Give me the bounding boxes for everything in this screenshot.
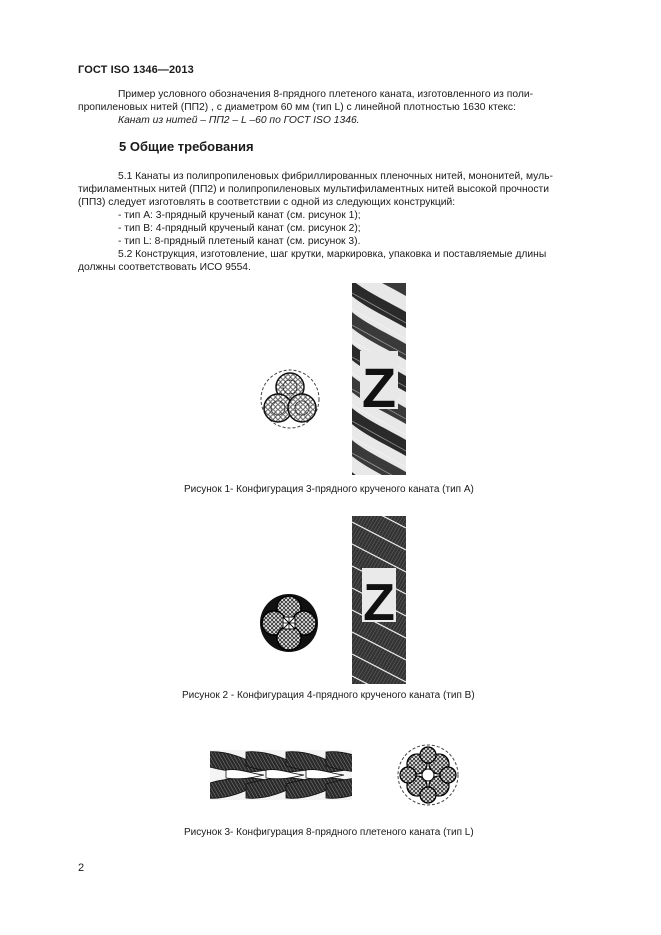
rope-cross-section-4-strand [258,592,320,654]
figure-3-caption: Рисунок 3- Конфигурация 8-прядного плетеного каната (тип L) [184,827,474,838]
example-line-2: пропиленовых нитей (ПП2) , с диаметром 60 мм (тип L) с линейной плотностью 1630 ктекс: [78,102,516,113]
lay-direction-label: Z [361,356,397,419]
rope-side-view-z-lay [344,516,414,684]
para-5-1-line-2: тифиламентных нитей (ПП2) и полипропиленовых мультифиламентных нитей высокой прочности [78,184,550,195]
lay-direction-label: Z [363,574,395,632]
rope-side-view-braided [206,744,356,808]
list-item-type-l: - тип L: 8-прядный плетеный канат (см. рисунок 3). [118,236,361,247]
para-5-2-line-2: должны соответствовать ИСО 9554. [78,262,251,273]
rope-cross-section-3-strand [258,367,322,431]
example-line-1: Пример условного обозначения 8-прядного плетеного каната, изготовленного из поли- [118,89,534,100]
rope-cross-section-8-strand [396,743,460,807]
designation-example: Канат из нитей – ПП2 – L –60 по ГОСТ ISO 1346. [118,115,360,126]
figure-2-caption: Рисунок 2 - Конфигурация 4-прядного крученого каната (тип В) [182,690,475,701]
document-code: ГОСТ ISO 1346—2013 [78,64,194,76]
para-5-1-line-3: (ПП3) следует изготовлять в соответствии с одной из следующих конструкций: [78,197,456,208]
figure-1-caption: Рисунок 1- Конфигурация 3-прядного крученого каната (тип А) [184,484,474,495]
page-number: 2 [78,862,85,874]
para-5-2-line-1: 5.2 Конструкция, изготовление, шаг крутки, маркировка, упаковка и поставляемые длины [118,249,547,260]
rope-side-view-z-lay [344,283,414,475]
list-item-type-b: - тип В: 4-прядный крученый канат (см. рисунок 2); [118,223,361,234]
section-title: 5 Общие требования [119,139,254,154]
list-item-type-a: - тип А: 3-прядный крученый канат (см. рисунок 1); [118,210,361,221]
para-5-1-line-1: 5.1 Канаты из полипропиленовых фибриллированных пленочных нитей, мононитей, муль- [118,171,553,182]
